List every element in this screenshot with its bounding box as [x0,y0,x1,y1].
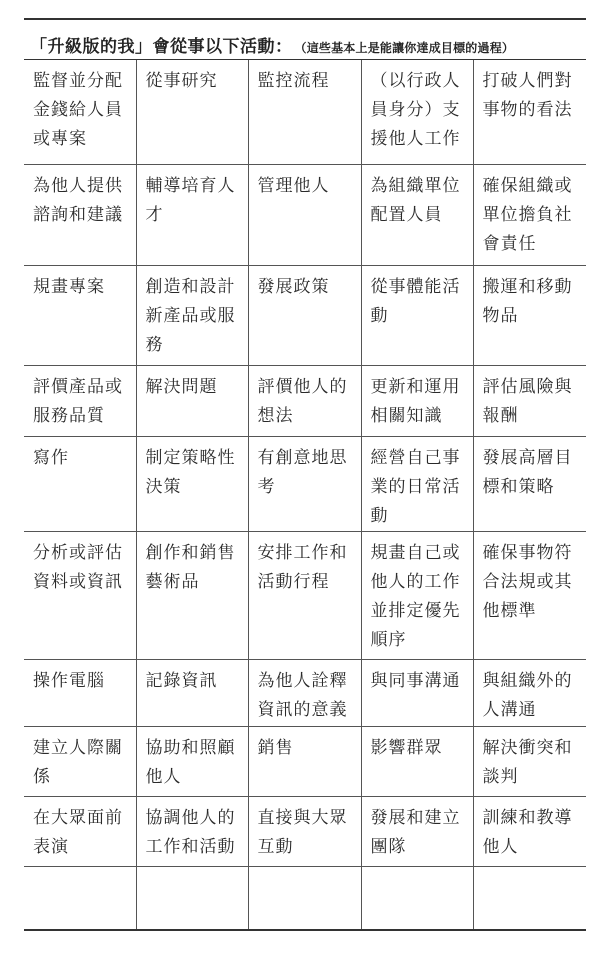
table-row [24,726,586,796]
activity-cell: 評價產品或服務品質 [24,365,136,436]
activity-cell: 解決問題 [136,365,248,436]
activity-cell: 確保事物符合法規或其他標準 [473,531,586,659]
table-row [24,436,586,531]
activity-cell: 確保組織或單位擔負社會責任 [473,164,586,265]
activity-cell: 管理他人 [248,164,361,265]
activity-cell: 搬運和移動物品 [473,265,586,365]
activity-cell: 與同事溝通 [361,659,473,726]
activity-cell: 發展高層目標和策略 [473,436,586,531]
activity-cell: 解決衝突和談判 [473,726,586,796]
activity-cell: 為組織單位配置人員 [361,164,473,265]
activity-cell: 為他人詮釋資訊的意義 [248,659,361,726]
table-row [24,659,586,726]
activity-cell: 經營自己事業的日常活動 [361,436,473,531]
table-row [24,60,586,164]
activity-sheet [24,18,586,931]
activity-cell: 與組織外的人溝通 [473,659,586,726]
activity-cell: 直接與大眾互動 [248,796,361,866]
activity-cell: 訓練和教導他人 [473,796,586,866]
activity-cell: 發展和建立團隊 [361,796,473,866]
table-row [24,531,586,659]
activity-cell [473,866,586,930]
activity-cell: 更新和運用相關知識 [361,365,473,436]
activity-cell: 在大眾面前表演 [24,796,136,866]
activity-cell [248,866,361,930]
activity-cell: 規畫自己或他人的工作並排定優先順序 [361,531,473,659]
activity-cell: 為他人提供諮詢和建議 [24,164,136,265]
activity-cell: 操作電腦 [24,659,136,726]
activity-cell: 打破人們對事物的看法 [473,60,586,164]
activity-cell [24,866,136,930]
sheet-header [24,18,586,60]
activity-cell: 規畫專案 [24,265,136,365]
activity-cell: 監督並分配金錢給人員或專案 [24,60,136,164]
activity-cell [361,866,473,930]
activity-cell: 寫作 [24,436,136,531]
activity-cell: 發展政策 [248,265,361,365]
activity-cell: 影響群眾 [361,726,473,796]
activity-cell: 從事體能活動 [361,265,473,365]
table-row [24,164,586,265]
activity-cell: （以行政人員身分）支援他人工作 [361,60,473,164]
header-note: （這些基本上是能讓你達成目標的過程） [294,41,515,55]
activity-cell: 分析或評估資料或資訊 [24,531,136,659]
table-row [24,265,586,365]
activity-cell: 協調他人的工作和活動 [136,796,248,866]
activity-cell: 評價他人的想法 [248,365,361,436]
table-row [24,796,586,866]
activity-cell: 記錄資訊 [136,659,248,726]
activity-cell [136,866,248,930]
activity-cell: 從事研究 [136,60,248,164]
table-row [24,365,586,436]
activity-cell: 有創意地思考 [248,436,361,531]
activity-cell: 輔導培育人才 [136,164,248,265]
activity-cell: 評估風險與報酬 [473,365,586,436]
header-title: 「升級版的我」會從事以下活動： [30,37,293,57]
activity-cell: 建立人際關係 [24,726,136,796]
activity-cell: 創造和設計新產品或服務 [136,265,248,365]
table-row [24,866,586,930]
activity-table [24,60,586,931]
activity-cell: 安排工作和活動行程 [248,531,361,659]
activity-cell: 制定策略性決策 [136,436,248,531]
activity-cell: 監控流程 [248,60,361,164]
activity-cell: 創作和銷售藝術品 [136,531,248,659]
activity-cell: 銷售 [248,726,361,796]
activity-cell: 協助和照顧他人 [136,726,248,796]
